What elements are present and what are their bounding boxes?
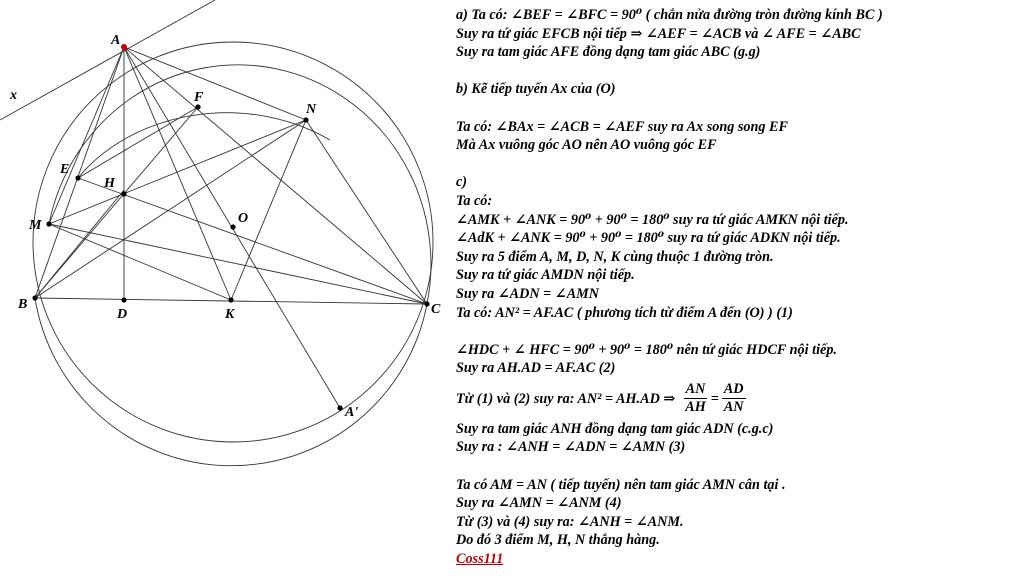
label-h: H	[104, 176, 115, 191]
arc-upper	[78, 113, 330, 178]
part-a-line-1: a) Ta có: ∠BEF = ∠BFC = 90⁰ ( chắn nửa đường tròn đường kính BC )	[456, 7, 883, 23]
point-n	[303, 117, 308, 122]
tangent-ax	[0, 0, 215, 120]
fraction-prefix: Từ (1) và (2) suy ra: AN² = AH.AD ⇒	[456, 390, 676, 407]
geometry-figure	[0, 0, 450, 578]
part-c-line-7: Suy ra ∠ADN = ∠AMN	[456, 285, 600, 302]
part-c-line-4: ∠AdK + ∠ANK = 90⁰ + 90⁰ = 180⁰ suy ra tứ giác ADKN nội tiếp.	[456, 230, 841, 247]
label-d: D	[117, 307, 128, 322]
point-m	[46, 221, 51, 226]
label-n: N	[306, 102, 317, 117]
point-e	[75, 175, 80, 180]
part-c-line-9: ∠HDC + ∠ HFC = 90⁰ + 90⁰ = 180⁰ nên tứ giác HDCF nội tiếp.	[456, 341, 837, 358]
part-c-line-11: Suy ra tam giác ANH đồng dạng tam giác ADN (c.g.c)	[456, 420, 774, 437]
fraction-line: Từ (1) và (2) suy ra: AN² = AH.AD ⇒ $\frac{AN}{AH}$ = $\frac{AD}{AN}$	[456, 381, 744, 416]
part-c-line-1: c)	[456, 174, 468, 191]
author-signature[interactable]: Coss111	[456, 551, 504, 568]
label-m: M	[29, 218, 42, 233]
label-k: K	[225, 307, 235, 322]
label-e: E	[60, 162, 70, 177]
point-b	[32, 295, 37, 300]
fraction-ad-an: $\frac{AD}{AN}$	[723, 381, 744, 416]
label-x: x	[10, 88, 17, 103]
label-b: B	[18, 297, 28, 312]
label-o: O	[238, 211, 249, 226]
circle-diameter-bc	[35, 298, 427, 466]
point-k	[228, 297, 233, 302]
part-c-line-6: Suy ra tứ giác AMDN nội tiếp.	[456, 267, 635, 284]
part-c-line-15: Từ (3) và (4) suy ra: ∠ANH = ∠ANM.	[456, 513, 684, 530]
point-d	[121, 297, 126, 302]
point-a	[121, 44, 127, 50]
part-b-line-1: b) Kẽ tiếp tuyến Ax của (O)	[456, 81, 616, 98]
label-f: F	[194, 90, 204, 105]
fraction-an-ah: $\frac{AN}{AH}$	[685, 381, 706, 416]
label-c: C	[431, 302, 441, 317]
part-b-line-3: Mà Ax vuông góc AO nên AO vuông góc EF	[456, 137, 717, 154]
part-c-line-2: Ta có:	[456, 192, 493, 209]
part-c-line-5: Suy ra 5 điểm A, M, D, N, K cùng thuộc 1 đường tròn.	[456, 248, 774, 265]
part-a-line-2: Suy ra tứ giác EFCB nội tiếp ⇒ ∠AEF = ∠ACB và ∠ AFE = ∠ABC	[456, 25, 861, 42]
point-o	[230, 224, 235, 229]
point-a-prime	[337, 405, 342, 410]
part-c-line-3: ∠AMK + ∠ANK = 90⁰ + 90⁰ = 180⁰ suy ra tứ giác AMKN nội tiếp.	[456, 211, 849, 228]
point-h	[121, 191, 126, 196]
part-a-line-3: Suy ra tam giác AFE đồng dạng tam giác ABC (g.g)	[456, 44, 761, 61]
label-a: A	[111, 33, 121, 48]
part-b-line-2: Ta có: ∠BAx = ∠ACB = ∠AEF suy ra Ax song song EF	[456, 118, 788, 135]
part-c-line-10: Suy ra AH.AD = AF.AC (2)	[456, 360, 616, 377]
part-c-line-12: Suy ra : ∠ANH = ∠ADN = ∠AMN (3)	[456, 439, 686, 456]
solution-text	[456, 6, 1018, 569]
part-c-line-8: Ta có: AN² = AF.AC ( phương tích từ điểm A đến (O) ) (1)	[456, 304, 793, 321]
point-c	[424, 301, 429, 306]
part-c-line-14: Suy ra ∠AMN = ∠ANM (4)	[456, 495, 622, 512]
label-a-prime: A'	[345, 405, 359, 420]
part-c-line-16: Do đó 3 điểm M, H, N thẳng hàng.	[456, 532, 660, 549]
part-c-line-13: Ta có AM = AN ( tiếp tuyến) nên tam giác AMN cân tại .	[456, 476, 786, 493]
point-f	[195, 104, 200, 109]
